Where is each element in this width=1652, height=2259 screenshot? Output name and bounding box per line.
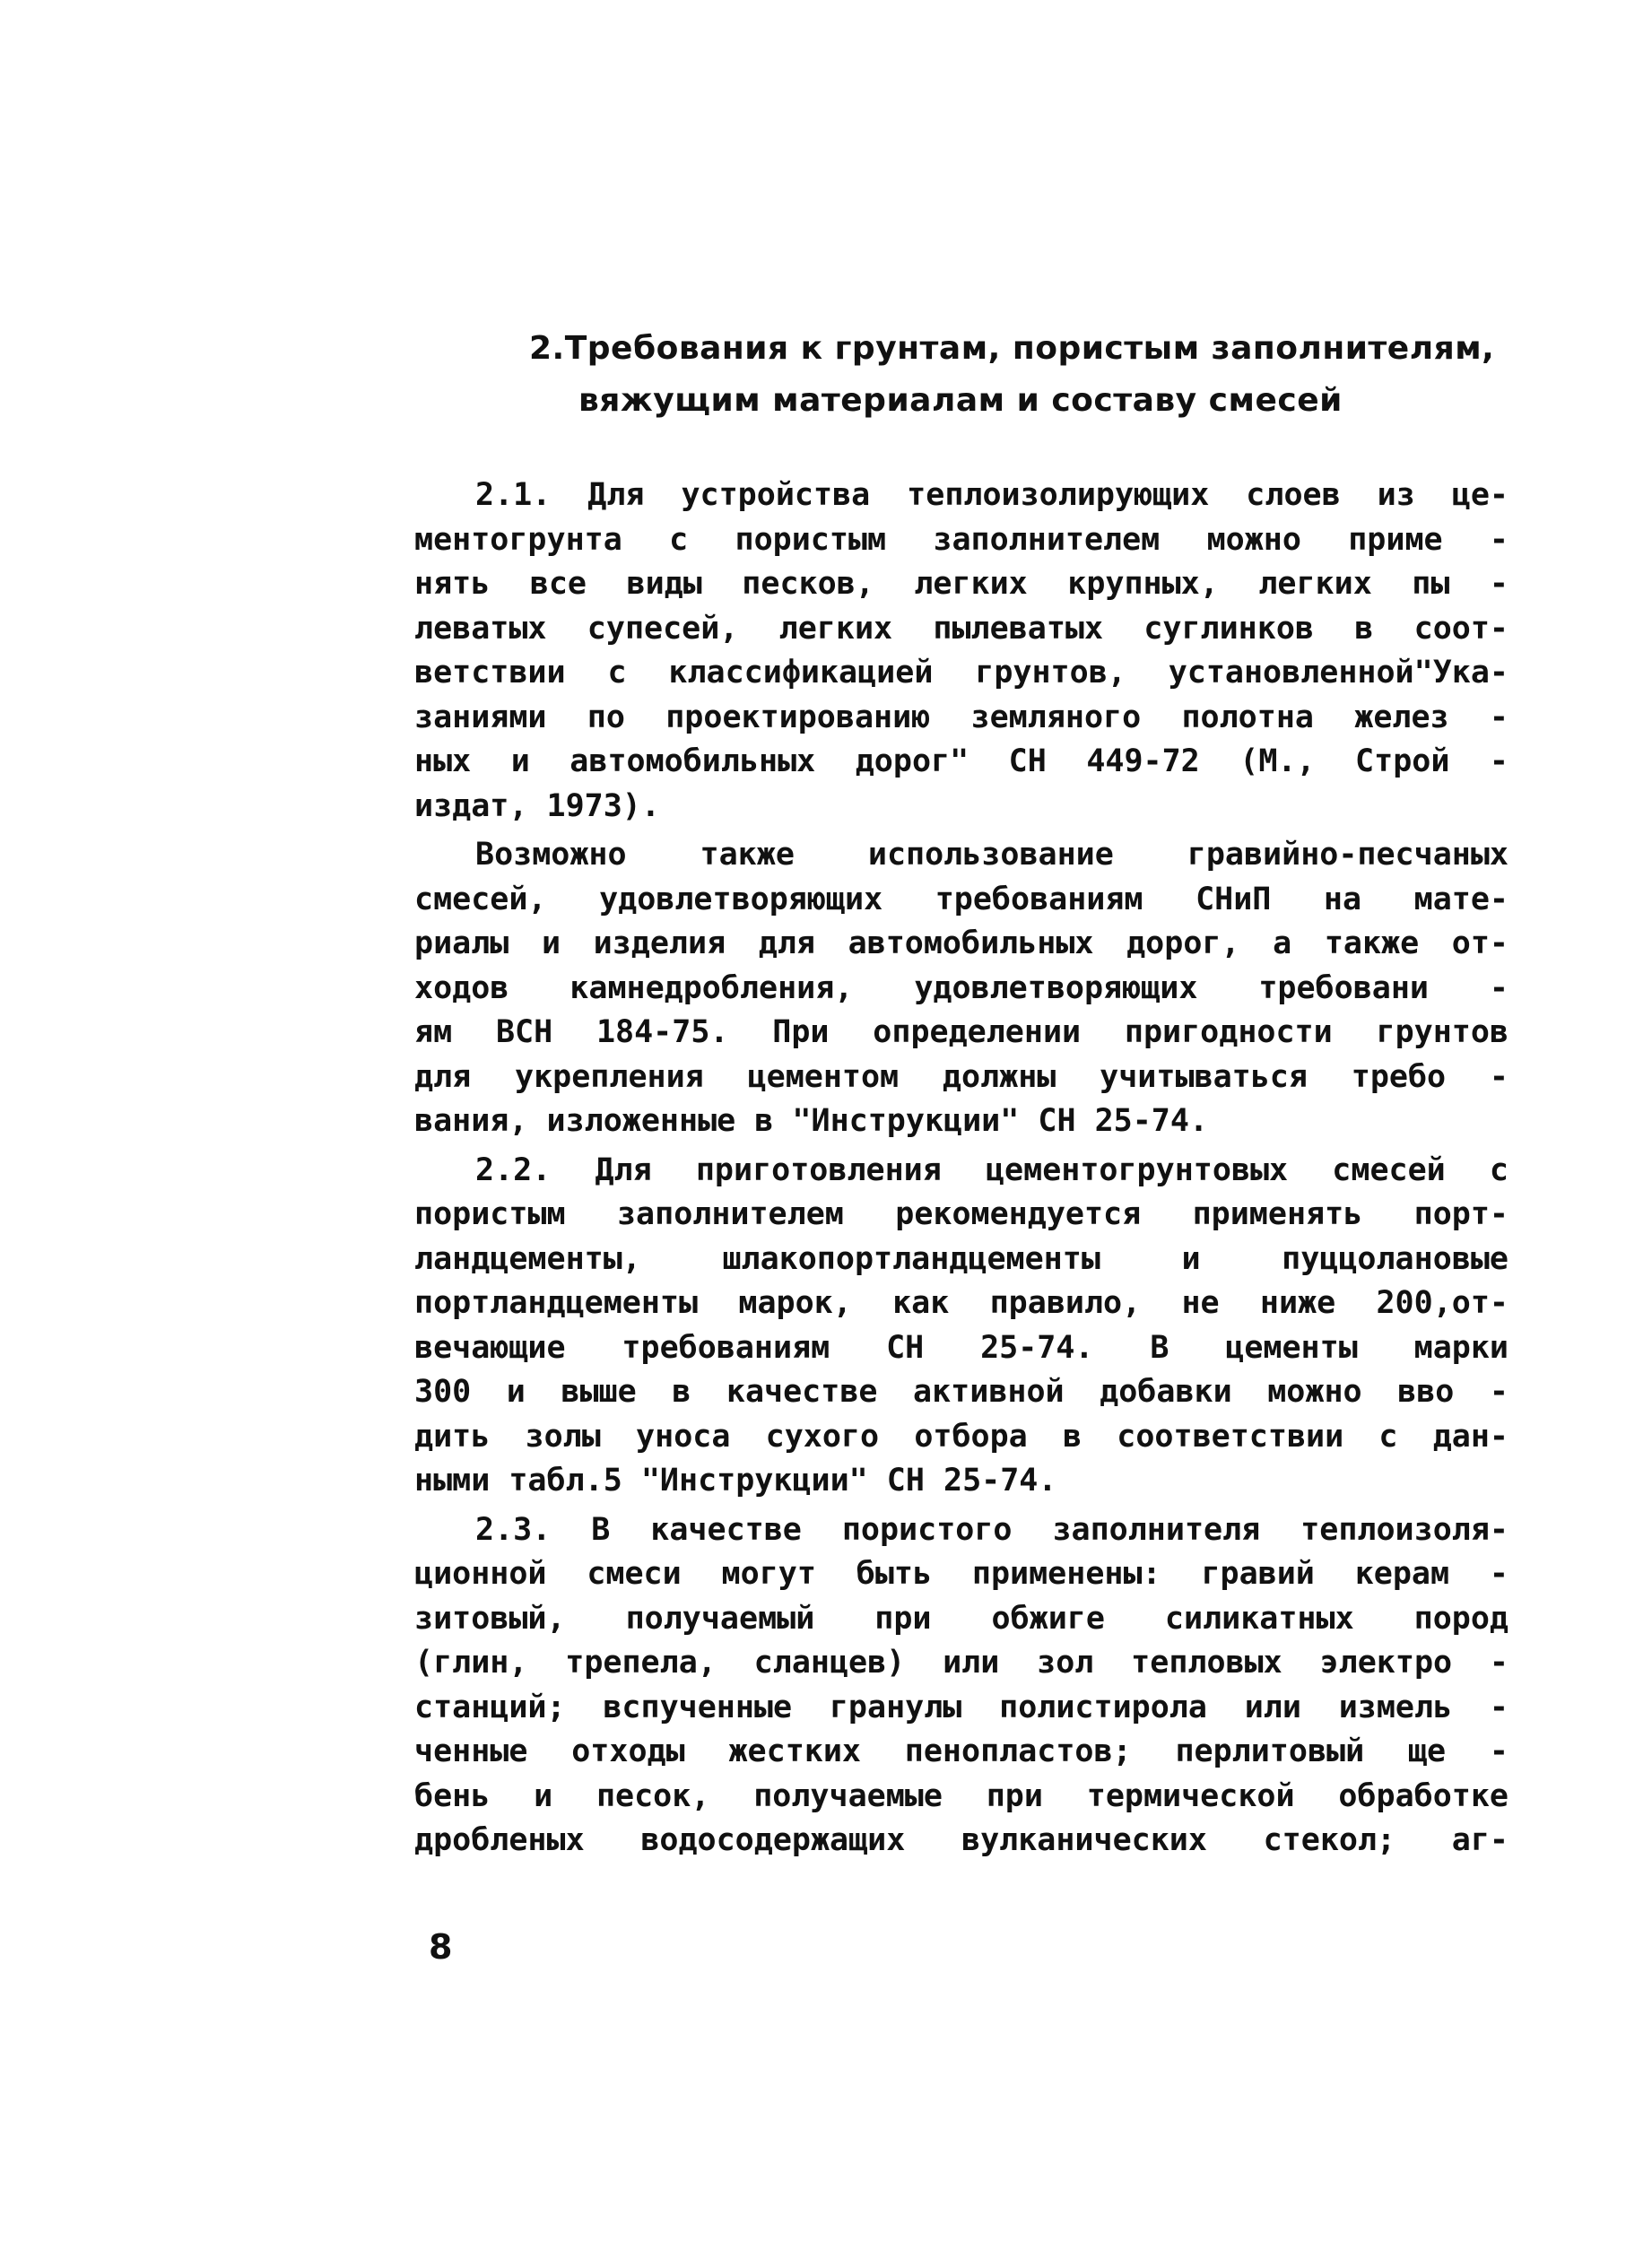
text-line: нять все виды песков, легких крупных, легких пы - bbox=[414, 566, 1509, 602]
text-line: 300 и выше в качестве активной добавки можно вво - bbox=[414, 1374, 1509, 1410]
text-line: 2.1. Для устройства теплоизолирующих слоев из це- bbox=[475, 477, 1509, 513]
text-line: заниями по проектированию земляного полотна желез - bbox=[414, 699, 1509, 735]
text-line: ных и автомобильных дорог" СН 449-72 (М., Строй - bbox=[414, 743, 1509, 779]
text-line: бень и песок, получаемые при термической обработке bbox=[414, 1777, 1509, 1814]
text-line: ландцементы, шлакопортландцементы и пуццолановые bbox=[414, 1240, 1509, 1277]
text-line: портландцементы марок, как правило, не ниже 200,от- bbox=[414, 1285, 1509, 1321]
section-heading-line-2: вяжущим материалам и составу смесей bbox=[578, 382, 1343, 419]
page-number: 8 bbox=[429, 1927, 453, 1967]
section-heading-line-1: 2.Требования к грунтам, пористым заполнителям, bbox=[529, 330, 1495, 367]
text-line: ментогрунта с пористым заполнителем можно приме - bbox=[414, 521, 1509, 558]
text-line: ционной смеси могут быть применены: гравий керам - bbox=[414, 1556, 1509, 1592]
text-line: (глин, трепела, сланцев) или зол тепловых электро - bbox=[414, 1645, 1509, 1681]
text-line: дить золы уноса сухого отбора в соответствии с дан- bbox=[414, 1418, 1509, 1455]
text-line: пористым заполнителем рекомендуется применять порт- bbox=[414, 1196, 1509, 1232]
text-line: 2.3. В качестве пористого заполнителя теплоизоля- bbox=[475, 1511, 1509, 1548]
text-line: Возможно также использование гравийно-песчаных bbox=[475, 837, 1509, 873]
text-line: ходов камнедробления, удовлетворяющих требовани - bbox=[414, 969, 1509, 1006]
text-line: ветствии с классификацией грунтов, установленной"Ука- bbox=[414, 655, 1509, 691]
paragraph-2-2 bbox=[414, 1149, 1509, 1504]
paragraph-2-1-continued bbox=[414, 833, 1509, 1144]
text-line: дробленых водосодержащих вулканических стекол; аг- bbox=[414, 1822, 1509, 1858]
text-line: издат, 1973). bbox=[414, 787, 660, 824]
paragraph-2-3 bbox=[414, 1508, 1509, 1864]
text-line: риалы и изделия для автомобильных дорог, а также от- bbox=[414, 925, 1509, 961]
text-line: вания, изложенные в "Инструкции" СН 25-74. bbox=[414, 1103, 1209, 1139]
text-line: для укрепления цементом должны учитываться требо - bbox=[414, 1058, 1509, 1095]
text-line: леватых супесей, легких пылеватых суглинков в соот- bbox=[414, 610, 1509, 647]
section-heading bbox=[529, 323, 1495, 427]
text-line: вечающие требованиям СН 25-74. В цементы марки bbox=[414, 1329, 1509, 1366]
paragraph-2-1 bbox=[414, 474, 1509, 829]
text-line: станций; вспученные гранулы полистирола или измель - bbox=[414, 1689, 1509, 1725]
text-line: ными табл.5 "Инструкции" СН 25-74. bbox=[414, 1463, 1057, 1499]
body-text bbox=[414, 474, 1509, 1868]
text-line: 2.2. Для приготовления цементогрунтовых смесей с bbox=[475, 1151, 1509, 1188]
text-line: ям ВСН 184-75. При определении пригодности грунтов bbox=[414, 1014, 1509, 1050]
text-line: ченные отходы жестких пенопластов; перлитовый ще - bbox=[414, 1733, 1509, 1769]
text-line: зитовый, получаемый при обжиге силикатных пород bbox=[414, 1600, 1509, 1637]
text-line: смесей, удовлетворяющих требованиям СНиП на мате- bbox=[414, 881, 1509, 917]
